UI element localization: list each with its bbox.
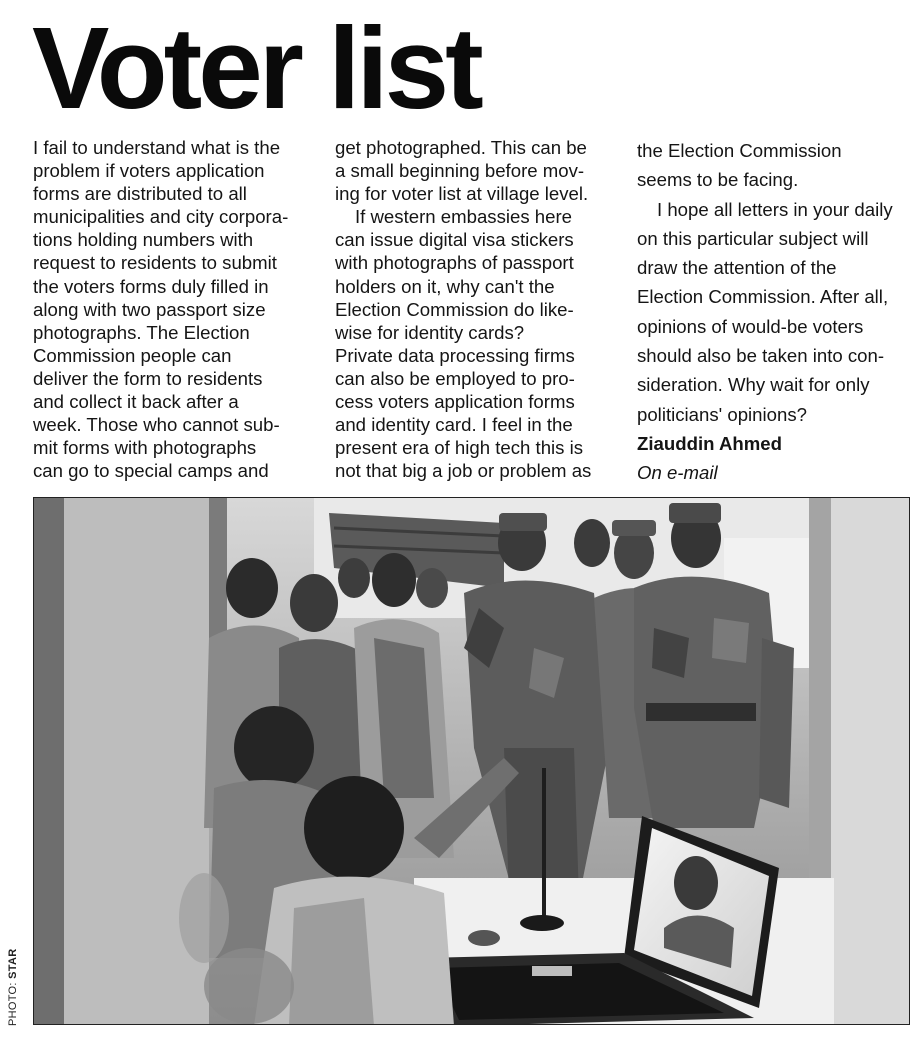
author-source: On e-mail [637, 462, 718, 484]
text-line: present era of high tech this is [335, 437, 584, 459]
text-line: mit forms with photographs [33, 437, 257, 459]
photo-credit [7, 949, 19, 1026]
text-line: not that big a job or problem as [335, 460, 592, 482]
letter-column-2 [335, 136, 613, 482]
text-line: wise for identity cards? [335, 321, 525, 343]
text-line: and identity card. I feel in the [335, 414, 573, 436]
text-line: deliver the form to residents [33, 367, 263, 389]
text-line: holders on it, why can't the [335, 275, 555, 297]
text-line: I hope all letters in your daily [657, 198, 893, 220]
text-line: tions holding numbers with [33, 229, 254, 251]
text-line: can also be employed to pro- [335, 367, 575, 389]
text-line: on this particular subject will [637, 227, 869, 249]
photo-illustration [34, 498, 910, 1025]
text-line: I fail to understand what is the [33, 137, 281, 158]
text-line: If western embassies here [355, 206, 573, 228]
text-line: a small beginning before mov- [335, 160, 585, 182]
text-line: draw the attention of the [637, 257, 837, 279]
news-photo [33, 497, 910, 1025]
text-line: the Election Commission [637, 140, 842, 161]
text-line: ing for voter list at village level. [335, 183, 589, 205]
text-line: sideration. Why wait for only [637, 374, 870, 396]
photo-credit-prefix: PHOTO: [7, 978, 19, 1026]
text-line: along with two passport size [33, 298, 266, 320]
text-line: get photographed. This can be [335, 137, 587, 158]
text-line: Election Commission do like- [335, 298, 574, 320]
text-line: municipalities and city corpora- [33, 206, 289, 228]
photo-credit-name: STAR [7, 948, 19, 979]
text-line: Private data processing firms [335, 344, 575, 366]
text-line: opinions of would-be voters [637, 315, 864, 337]
text-line: can go to special camps and [33, 460, 269, 482]
text-line: should also be taken into con- [637, 345, 885, 367]
text-line: forms are distributed to all [33, 183, 247, 205]
text-line: Election Commission. After all, [637, 286, 889, 308]
headline: Voter list [32, 3, 480, 133]
text-line: problem if voters application [33, 160, 265, 182]
text-line: request to residents to submit [33, 252, 277, 274]
text-line: and collect it back after a [33, 391, 239, 413]
text-line: photographs. The Election [33, 321, 250, 343]
letter-column-1 [33, 136, 303, 482]
text-line: seems to be facing. [637, 169, 799, 191]
author-name: Ziauddin Ahmed [637, 432, 782, 454]
text-line: cess voters application forms [335, 391, 575, 413]
text-line: politicians' opinions? [637, 403, 807, 425]
text-line: with photographs of passport [335, 252, 574, 274]
letter-column-3 [637, 136, 915, 488]
text-line: the voters forms duly filled in [33, 275, 269, 297]
text-line: Commission people can [33, 344, 232, 366]
text-line: week. Those who cannot sub- [33, 414, 280, 436]
text-line: can issue digital visa stickers [335, 229, 574, 251]
